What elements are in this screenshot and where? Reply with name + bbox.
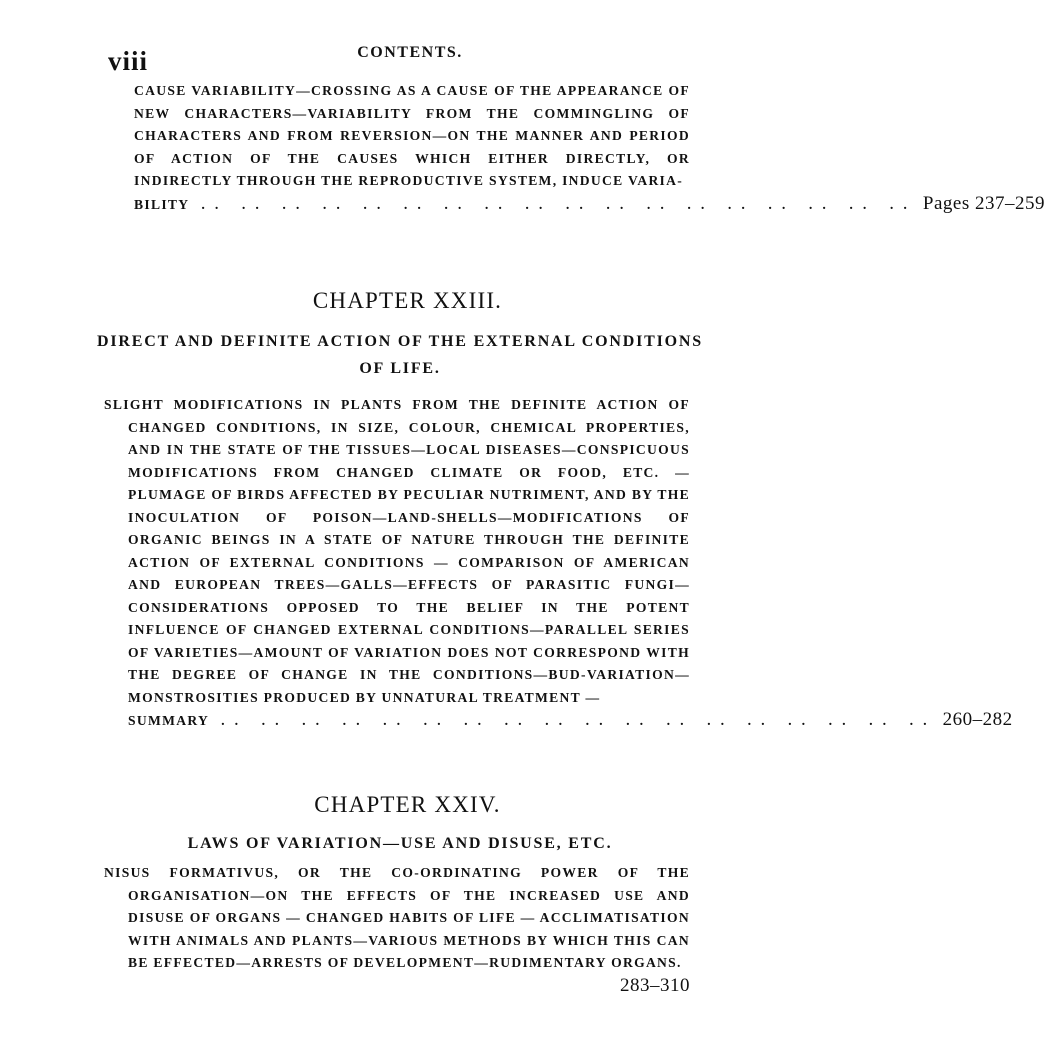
chapter-24-title: CHAPTER XXIV. bbox=[314, 792, 501, 817]
chapter-23-last-word: SUMMARY bbox=[128, 713, 210, 728]
running-title: CONTENTS. bbox=[357, 44, 463, 61]
chapter-23-pages-line bbox=[104, 709, 1013, 734]
chapter-24-page-range: 283–310 bbox=[620, 974, 690, 996]
chapter-23-title: CHAPTER XXIII. bbox=[312, 288, 503, 313]
chapter-24-summary-text: NISUS FORMATIVUS, OR THE CO-ORDINATING POWER OF THE ORGANISATION—ON THE EFFECTS OF THE INCREASED USE AND DISUSE OF ORGANS — CHANGED HABITS OF LIFE — ACCLIMATISATION WITH ANIMALS AND PLANTS—VARIOUS METHODS BY WHICH THIS CAN BE EFFECTED—ARRESTS OF DEVELOPMENT—RUDIMENTARY ORGANS. bbox=[104, 865, 690, 970]
chapter-23-subtitle: DIRECT AND DEFINITE ACTION OF THE EXTERNAL CONDITIONS OF LIFE. bbox=[97, 333, 703, 377]
page-number: viii bbox=[108, 46, 149, 76]
chapter-22-pages-line bbox=[110, 192, 1045, 218]
chapter-22-summary bbox=[110, 80, 1045, 217]
chapter-23-summary bbox=[104, 394, 1013, 734]
leader-dots: .. .. .. .. .. .. .. .. .. .. .. .. .. .. .. .. .. .. bbox=[201, 197, 917, 213]
chapter-24-subtitle: LAWS OF VARIATION—USE AND DISUSE, ETC. bbox=[187, 835, 613, 852]
chapter-23-page-range: 260–282 bbox=[942, 709, 1013, 730]
chapter-22-summary-text: CAUSE VARIABILITY—CROSSING AS A CAUSE OF THE APPEARANCE OF NEW CHARACTERS—VARIABILITY FROM THE COMMINGLING OF CHARACTERS AND FROM REVERSION—ON THE MANNER AND PERIOD OF ACTION OF THE CAUSES WHICH EITHER DIRECTLY, OR INDIRECTLY THROUGH THE REPRODUCTIVE SYSTEM, INDUCE VARIA- bbox=[134, 83, 690, 188]
chapter-23-summary-text: SLIGHT MODIFICATIONS IN PLANTS FROM THE DEFINITE ACTION OF CHANGED CONDITIONS, IN SIZE, COLOUR, CHEMICAL PROPERTIES, AND IN THE STATE OF THE TISSUES—LOCAL DISEASES—CONSPICUOUS MODIFICATIONS FROM CHANGED CLIMATE OR FOOD, ETC. —PLUMAGE OF BIRDS AFFECTED BY PECULIAR NUTRIMENT, AND BY THE INOCULATION OF POISON—LAND-SHELLS—MODIFICATIONS OF ORGANIC BEINGS IN A STATE OF NATURE THROUGH THE DEFINITE ACTION OF EXTERNAL CONDITIONS — COMPARISON OF AMERICAN AND EUROPEAN TREES—GALLS—EFFECTS OF PARASITIC FUNGI—CONSIDERATIONS OPPOSED TO THE BELIEF IN THE POTENT INFLUENCE OF CHANGED EXTERNAL CONDITIONS—PARALLEL SERIES OF VARIETIES—AMOUNT OF VARIATION DOES NOT CORRESPOND WITH THE DEGREE OF CHANGE IN THE CONDITIONS—BUD-VARIATION—MONSTROSITIES PRODUCED BY UNNATURAL TREATMENT — bbox=[104, 397, 690, 705]
chapter-22-page-range: Pages 237–259 bbox=[922, 192, 1045, 214]
chapter-24-summary bbox=[104, 862, 690, 997]
leader-dots: .. .. .. .. .. .. .. .. .. .. .. .. .. .. .. .. .. .. bbox=[221, 714, 937, 729]
chapter-22-last-word: BILITY bbox=[134, 196, 190, 212]
